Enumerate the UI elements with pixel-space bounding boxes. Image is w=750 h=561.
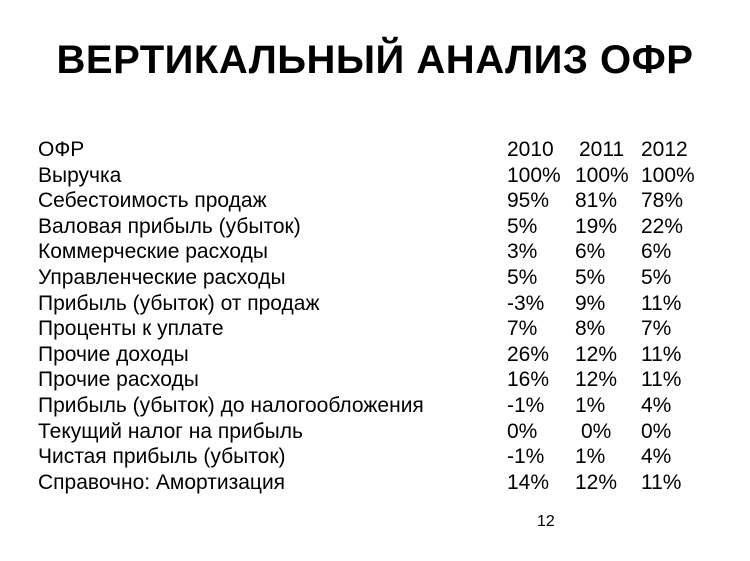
row-label: Чистая прибыль (убыток): [38, 445, 286, 469]
cell-2012: 11%: [641, 291, 682, 315]
row-label: Текущий налог на прибыль: [38, 419, 303, 443]
row-label: Прочие доходы: [38, 342, 189, 366]
cell-2012: 4%: [641, 445, 672, 469]
cell-2011: 1%: [575, 393, 606, 417]
cell-2011: 12%: [575, 342, 618, 366]
cell-2012: 7%: [641, 317, 672, 341]
row-label: Валовая прибыль (убыток): [38, 214, 301, 238]
cell-2012: 0%: [641, 419, 672, 443]
row-label: Справочно: Амортизация: [38, 470, 286, 494]
cell-2010: -3%: [507, 291, 545, 315]
cell-2010: 16%: [507, 368, 550, 392]
cell-2011: 12%: [575, 470, 618, 494]
row-label: Прибыль (убыток) до налогообложения: [38, 393, 424, 417]
table-row: [38, 470, 718, 496]
cell-2011: 19%: [575, 214, 618, 238]
cell-2010: 7%: [507, 317, 538, 341]
row-label: Прочие расходы: [38, 368, 199, 392]
row-label: Коммерческие расходы: [38, 240, 268, 264]
cell-2012: 5%: [641, 265, 672, 289]
table-row: [38, 367, 718, 393]
cell-2011: 1%: [575, 445, 606, 469]
cell-2011: 9%: [575, 291, 606, 315]
cell-2011: 12%: [575, 368, 618, 392]
table-row: [38, 265, 718, 291]
header-year-2011: 2011: [579, 138, 625, 161]
cell-2010: 95%: [507, 189, 550, 213]
row-label: Управленческие расходы: [38, 265, 286, 289]
table-row: [38, 214, 718, 240]
header-year-2012: 2012: [641, 138, 688, 161]
table-row: [38, 316, 718, 342]
table-row: [38, 342, 718, 368]
header-year-2010: 2010: [507, 138, 554, 161]
cell-2012: 4%: [641, 393, 672, 417]
cell-2011: 5%: [575, 265, 606, 289]
cell-2010: 14%: [507, 470, 550, 494]
cell-2012: 78%: [641, 189, 684, 213]
row-label: Выручка: [38, 163, 122, 187]
row-label: Себестоимость продаж: [38, 189, 267, 213]
cell-2012: 100%: [641, 163, 695, 187]
cell-2012: 11%: [641, 368, 682, 392]
table-row: [38, 239, 718, 265]
cell-2011: 8%: [575, 317, 606, 341]
ofr-table: [38, 137, 718, 495]
cell-2010: 100%: [507, 163, 561, 187]
table-body: [38, 163, 718, 496]
row-label: Проценты к уплате: [38, 317, 224, 341]
table-row: [38, 444, 718, 470]
cell-2012: 22%: [641, 214, 684, 238]
cell-2011: 0%: [581, 419, 612, 443]
cell-2012: 6%: [641, 240, 672, 264]
cell-2011: 6%: [575, 240, 606, 264]
cell-2010: 0%: [507, 419, 538, 443]
cell-2010: -1%: [507, 445, 545, 469]
cell-2012: 11%: [641, 342, 682, 366]
cell-2011: 100%: [575, 163, 629, 187]
page-number: 12: [537, 513, 555, 530]
table-row: [38, 419, 718, 445]
cell-2012: 11%: [641, 470, 682, 494]
slide-title: ВЕРТИКАЛЬНЫЙ АНАЛИЗ ОФР: [56, 38, 694, 82]
cell-2010: -1%: [507, 393, 545, 417]
table-header-row: [38, 137, 718, 163]
cell-2011: 81%: [575, 189, 618, 213]
table-row: [38, 188, 718, 214]
table-row: [38, 393, 718, 419]
cell-2010: 3%: [507, 240, 538, 264]
table-row: [38, 163, 718, 189]
cell-2010: 5%: [507, 214, 538, 238]
table-row: [38, 291, 718, 317]
header-label: ОФР: [38, 138, 85, 161]
row-label: Прибыль (убыток) от продаж: [38, 291, 320, 315]
cell-2010: 26%: [507, 342, 550, 366]
cell-2010: 5%: [507, 265, 538, 289]
